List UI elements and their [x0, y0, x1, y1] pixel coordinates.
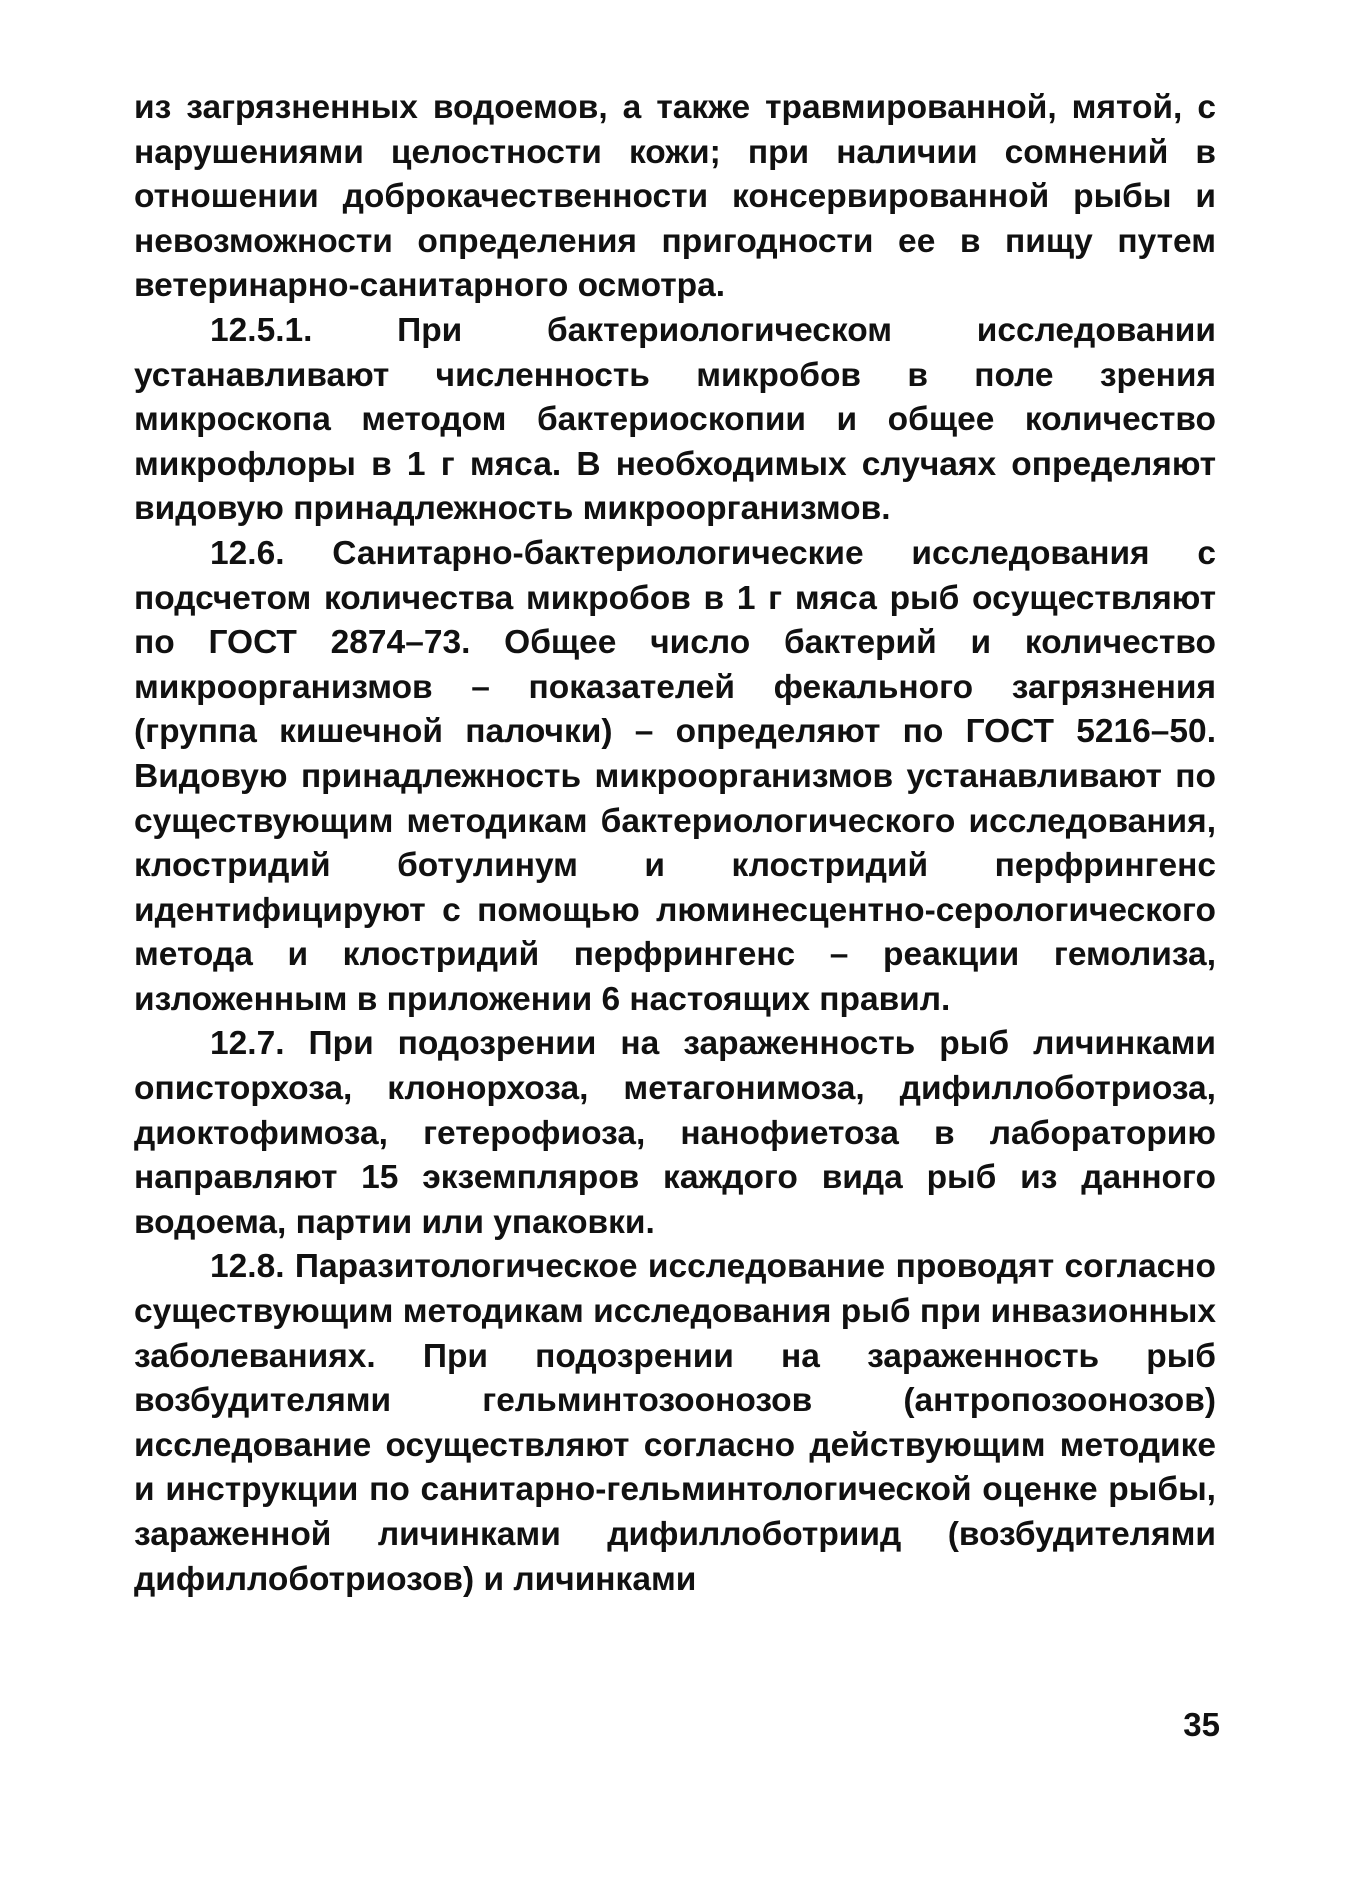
paragraph-continuation: из загрязненных водоемов, а также травмированной, мятой, с нарушениями целостности кожи; при наличии сомнений в отношении доброкачественности консервированной рыбы и невозможности определения пригодности ее в пищу путем ветеринарно-санитарного осмотра.	[134, 89, 1216, 305]
paragraph-12-7: 12.7. При подозрении на зараженность рыб личинками описторхоза, клонорхоза, метагонимоза, дифиллоботриоза, диоктофимоза, гетерофиоза, нанофиетоза в лабораторию направляют 15 экземпляров каждого вида рыб из данного водоема, партии или упаковки.	[134, 1025, 1216, 1241]
page-number: 35	[1183, 1706, 1220, 1743]
paragraph-12-5-1: 12.5.1. При бактериологическом исследовании устанавливают численность микробов в поле зрения микроскопа методом бактериоскопии и общее количество микрофлоры в 1 г мяса. В необходимых случаях определяют видовую принадлежность микроорганизмов.	[134, 311, 1216, 528]
paragraph-12-8: 12.8. Паразитологическое исследование проводят согласно существующим методикам исследования рыб при инвазионных заболеваниях. При подозрении на зараженность рыб возбудителями гельминтозоонозов (антропозоонозов) исследование осуществляют согласно действующим методике и инструкции по санитарно-гельминтологической оценке рыбы, зараженной личинками дифиллоботриид (возбудителями дифиллоботриозов) и личинками	[134, 1248, 1216, 1598]
paragraph-12-6: 12.6. Санитарно-бактериологические исследования с подсчетом количества микробов в 1 г мяса рыб осуществляют по ГОСТ 2874–73. Общее число бактерий и количество микроорганизмов – показателей фекального загрязнения (группа кишечной палочки) – определяют по ГОСТ 5216–50. Видовую принадлежность микроорганизмов устанавливают по существующим методикам бактериологического исследования, клостридий ботулинум и клостридий перфрингенс идентифицируют с помощью люминесцентно-серологического метода и клостридий перфрингенс – реакции гемолиза, изложенным в приложении 6 настоящих правил.	[134, 534, 1216, 1018]
body-text	[134, 86, 1216, 1602]
